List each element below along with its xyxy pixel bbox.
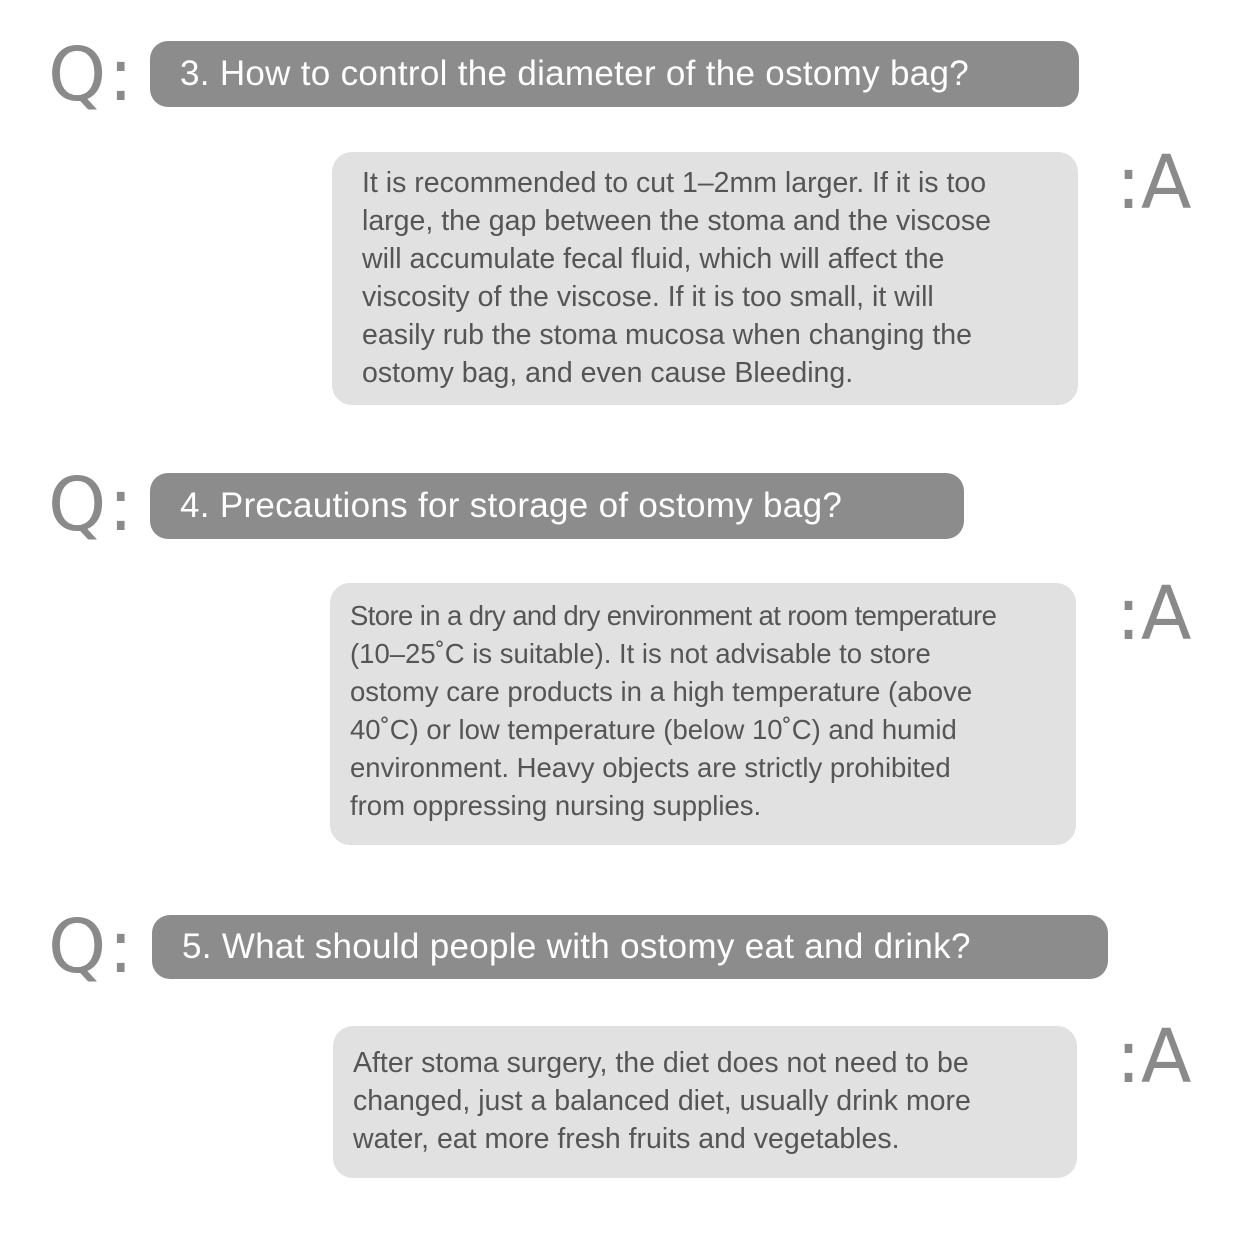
answer-line: It is recommended to cut 1–2mm larger. If it is too: [362, 167, 987, 199]
answer-line: changed, just a balanced diet, usually drink more: [353, 1085, 971, 1117]
q-marker: Q:: [48, 904, 136, 990]
a-marker: :A: [1116, 571, 1192, 657]
a-marker: :A: [1116, 140, 1192, 226]
answer-line: will accumulate fecal fluid, which will affect the: [362, 243, 945, 275]
answer-line: (10–25˚C is suitable). It is not advisable to store: [350, 638, 931, 669]
answer-line: easily rub the stoma mucosa when changing the: [362, 319, 972, 351]
answer-line: from oppressing nursing supplies.: [350, 790, 762, 821]
answer-line: viscosity of the viscose. If it is too small, it will: [362, 281, 934, 313]
answer-line: 40˚C) or low temperature (below 10˚C) and humid: [350, 714, 957, 745]
a-marker: :A: [1116, 1014, 1192, 1100]
answer-line: large, the gap between the stoma and the viscose: [362, 205, 991, 237]
answer-line: After stoma surgery, the diet does not need to be: [353, 1047, 969, 1079]
answer-line: environment. Heavy objects are strictly prohibited: [350, 752, 951, 783]
answer-line: ostomy care products in a high temperature (above: [350, 676, 973, 707]
answer-line: water, eat more fresh fruits and vegetables.: [353, 1123, 900, 1155]
answer-line: ostomy bag, and even cause Bleeding.: [362, 357, 854, 389]
q-marker: Q:: [48, 462, 136, 548]
answer-5-box: [333, 1026, 1077, 1178]
answer-line: Store in a dry and dry environment at room temperature: [350, 600, 997, 631]
q-marker: Q:: [48, 32, 136, 118]
question-5-bar: 5. What should people with ostomy eat and drink?: [152, 915, 1108, 979]
answer-3-box: [332, 152, 1078, 405]
answer-4-box: [330, 583, 1076, 845]
question-3-bar: 3. How to control the diameter of the ostomy bag?: [150, 41, 1079, 107]
question-4-bar: 4. Precautions for storage of ostomy bag?: [150, 473, 964, 539]
